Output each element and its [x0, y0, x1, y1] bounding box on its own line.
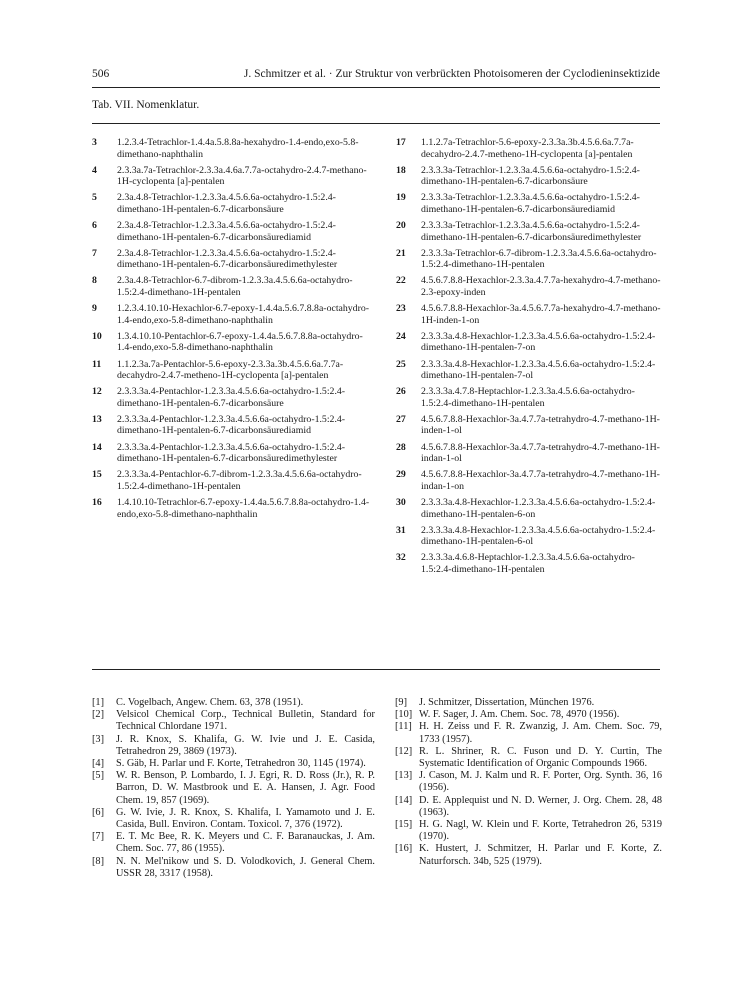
nomenclature-entry-number: 25: [396, 358, 406, 370]
reference-entry: [395, 709, 662, 721]
nomenclature-entry-text: 2.3.3.3a.4-Pentachlor-1.2.3.3a.4.5.6.6a-octahydro-1.5:2.4-dimethano-1H-pentalen-6.7-dicarbonsäure: [117, 386, 346, 409]
reference-entry: [92, 856, 375, 880]
reference-entry: [395, 795, 662, 819]
nomenclature-entry-text: 2.3.3a.7a-Tetrachlor-2.3.3a.4.6a.7.7a-octahydro-2.4.7-methano-1H-cyclopenta [a]-pentalen: [117, 164, 367, 188]
reference-entry: [92, 831, 375, 855]
reference-entry-text: W. R. Benson, P. Lombardo, I. J. Egri, R. D. Ross (Jr.), R. P. Barron, D. W. Mastbrook und E. A. Hansen, J. Agr. Food Chem. 19, 857 (1969).: [116, 770, 375, 806]
nomenclature-entry-text: 2.3.3.3a.4-Pentachlor-6.7-dibrom-1.2.3.3a.4.5.6.6a-octahydro-1.5:2.4-dimethano-1H-pentalen: [117, 469, 362, 492]
reference-entry-number: [13]: [395, 770, 413, 782]
reference-entry-text: J. Schmitzer, Dissertation, München 1976.: [419, 697, 595, 708]
nomenclature-entry: [92, 497, 372, 520]
nomenclature-entry-text: 4.5.6.7.8.8-Hexachlor-3a.4.7.7a-tetrahydro-4.7-methano-1H-indan-1-on: [421, 469, 660, 492]
nomenclature-entry: [92, 165, 372, 188]
reference-entry-number: [9]: [395, 697, 408, 708]
reference-entry-text: J. R. Knox, S. Khalifa, G. W. Ivie und J. E. Casida, Tetrahedron 29, 3869 (1973).: [116, 733, 375, 757]
nomenclature-entry: [396, 359, 664, 382]
nomenclature-entry-number: 29: [396, 469, 406, 481]
nomenclature-entry-text: 2.3.3.3a-Tetrachlor-6.7-dibrom-1.2.3.3a.4.5.6.6a-octahydro-1.5:2.4-dimethano-1H-pentalen: [421, 247, 657, 271]
nomenclature-entry-number: 19: [396, 192, 406, 204]
reference-entry-text: W. F. Sager, J. Am. Chem. Soc. 78, 4970 (1956).: [419, 709, 620, 721]
page-number: 506: [92, 68, 110, 80]
reference-entry-number: [6]: [92, 806, 105, 818]
reference-entry: [92, 697, 375, 709]
nomenclature-entry-text: 1.3.4.10.10-Pentachlor-6.7-epoxy-1.4.4a.5.6.7.8.8a-octahydro-1.4-endo,exo-5.8-dimethano-naphthalin: [117, 330, 363, 354]
nomenclature-entry-number: 6: [92, 220, 97, 232]
reference-entry-number: [5]: [92, 770, 105, 782]
reference-entry-number: [4]: [92, 758, 105, 770]
nomenclature-entry: [396, 165, 664, 188]
reference-entry-number: [15]: [395, 819, 413, 831]
reference-entry: [395, 697, 662, 709]
nomenclature-entry-text: 2.3a.4.8-Tetrachlor-1.2.3.3a.4.5.6.6a-octahydro-1.5:2.4-dimethano-1H-pentalen-6.7-dicarbonsäuredimethylester: [117, 247, 338, 271]
nomenclature-entry-number: 16: [92, 496, 102, 508]
nomenclature-entry: [396, 414, 664, 437]
nomenclature-column-right: [396, 137, 664, 580]
nomenclature-entry-number: 7: [92, 247, 97, 259]
nomenclature-entry-text: 4.5.6.7.8.8-Hexachlor-2.3.3a.4.7.7a-hexahydro-4.7-methano-2.3-epoxy-inden: [421, 275, 661, 299]
nomenclature-entry-number: 3: [92, 137, 97, 148]
nomenclature-entry-number: 9: [92, 303, 97, 315]
reference-entry-text: H. H. Zeiss und F. R. Zwanzig, J. Am. Chem. Soc. 79, 1733 (1957).: [419, 721, 662, 745]
nomenclature-entry-number: 26: [396, 386, 406, 398]
nomenclature-entry-number: 10: [92, 330, 102, 342]
nomenclature-entry-text: 1.2.3.4-Tetrachlor-1.4.4a.5.8.8a-hexahydro-1.4-endo,exo-5.8-dimethano-naphthalin: [117, 137, 359, 160]
reference-entry-number: [1]: [92, 697, 105, 708]
nomenclature-entry: [396, 469, 664, 492]
nomenclature-entry: [92, 414, 372, 437]
nomenclature-entry-number: 24: [396, 330, 406, 342]
nomenclature-entry-number: 20: [396, 220, 406, 232]
nomenclature-entry: [92, 275, 372, 298]
nomenclature-entry: [396, 275, 664, 298]
nomenclature-entry: [92, 220, 372, 243]
nomenclature-entry-text: 1.2.3.4.10.10-Hexachlor-6.7-epoxy-1.4.4a.5.6.7.8.8a-octahydro-1.4-endo,exo-5.8-dimethano-naphthalin: [117, 303, 370, 326]
nomenclature-entry: [92, 442, 372, 465]
nomenclature-entry: [92, 359, 372, 382]
nomenclature-entry-text: 2.3.3.3a-Tetrachlor-1.2.3.3a.4.5.6.6a-octahydro-1.5:2.4-dimethano-1H-pentalen-6.7-dicarbonsäurediamid: [421, 192, 640, 215]
reference-entry-number: [7]: [92, 831, 105, 843]
nomenclature-entry-number: 31: [396, 524, 406, 536]
reference-entry-text: R. L. Shriner, R. C. Fuson und D. Y. Curtin, The Systematic Identification of Organic Compounds 1966.: [419, 745, 662, 770]
reference-entry-number: [10]: [395, 709, 413, 721]
table-bottom-rule: [92, 669, 660, 670]
nomenclature-entry: [396, 220, 664, 243]
reference-entry-text: J. Cason, M. J. Kalm und R. F. Porter, Org. Synth. 36, 16 (1956).: [419, 770, 662, 794]
nomenclature-entry: [396, 192, 664, 215]
reference-entry-text: E. T. Mc Bee, R. K. Meyers und C. F. Baranauckas, J. Am. Chem. Soc. 77, 86 (1955).: [116, 831, 375, 855]
nomenclature-entry-text: 2.3.3.3a-Tetrachlor-1.2.3.3a.4.5.6.6a-octahydro-1.5:2.4-dimethano-1H-pentalen-6.7-dicarbonsäuredimethylester: [421, 220, 642, 243]
nomenclature-entry-text: 2.3.3.3a.4.8-Hexachlor-1.2.3.3a.4.5.6.6a-octahydro-1.5:2.4-dimethano-1H-pentalen-6-ol: [421, 524, 656, 548]
nomenclature-entry-number: 21: [396, 247, 406, 259]
nomenclature-entry-text: 2.3.3.3a.4.8-Hexachlor-1.2.3.3a.4.5.6.6a-octahydro-1.5:2.4-dimethano-1H-pentalen-7-ol: [421, 358, 656, 382]
nomenclature-entry-text: 2.3a.4.8-Tetrachlor-1.2.3.3a.4.5.6.6a-octahydro-1.5:2.4-dimethano-1H-pentalen-6.7-dicarbonsäure: [117, 192, 336, 215]
references-column-left: [92, 697, 375, 880]
nomenclature-entry-number: 23: [396, 303, 406, 315]
nomenclature-entry-text: 2.3.3.3a.4.8-Hexachlor-1.2.3.3a.4.5.6.6a-octahydro-1.5:2.4-dimethano-1H-pentalen-6-on: [421, 496, 656, 520]
reference-entry-number: [11]: [395, 721, 412, 733]
nomenclature-entry-number: 13: [92, 413, 102, 425]
nomenclature-entry-text: 2.3a.4.8-Tetrachlor-1.2.3.3a.4.5.6.6a-octahydro-1.5:2.4-dimethano-1H-pentalen-6.7-dicarbonsäurediamid: [117, 220, 336, 243]
nomenclature-entry-number: 27: [396, 413, 406, 425]
nomenclature-entry: [92, 331, 372, 354]
nomenclature-entry-number: 8: [92, 275, 97, 287]
reference-entry: [395, 843, 662, 867]
table-top-rule: [92, 123, 660, 124]
table-caption: Tab. VII. Nomenklatur.: [92, 99, 200, 111]
nomenclature-entry-number: 18: [396, 164, 406, 176]
reference-entry-text: Velsicol Chemical Corp., Technical Bulletin, Standard for Technical Chlordane 1971.: [116, 709, 375, 733]
running-title: J. Schmitzer et al. · Zur Struktur von verbrückten Photoisomeren der Cyclodieninsektizide: [243, 68, 660, 80]
reference-entry: [395, 746, 662, 770]
nomenclature-entry-text: 2.3.3.3a.4.8-Hexachlor-1.2.3.3a.4.5.6.6a-octahydro-1.5:2.4-dimethano-1H-pentalen-7-on: [421, 330, 656, 354]
reference-entry-text: D. E. Applequist und N. D. Werner, J. Org. Chem. 28, 48 (1963).: [419, 794, 662, 818]
reference-entry: [395, 770, 662, 794]
nomenclature-entry-number: 28: [396, 441, 406, 453]
nomenclature-entry-text: 2.3.3.3a.4-Pentachlor-1.2.3.3a.4.5.6.6a-octahydro-1.5:2.4-dimethano-1H-pentalen-6.7-dicarbonsäuredimethylester: [117, 441, 346, 465]
reference-entry-number: [2]: [92, 709, 105, 721]
nomenclature-entry-number: 11: [92, 358, 102, 370]
reference-entry-number: [14]: [395, 794, 413, 806]
references-column-right: [395, 697, 662, 868]
reference-entry: [92, 734, 375, 758]
nomenclature-entry-text: 2.3a.4.8-Tetrachlor-6.7-dibrom-1.2.3.3a.4.5.6.6a-octahydro-1.5:2.4-dimethano-1H-pentalen: [117, 275, 353, 299]
nomenclature-entry-number: 17: [396, 137, 406, 148]
nomenclature-entry: [396, 497, 664, 520]
nomenclature-entry-number: 32: [396, 552, 406, 564]
nomenclature-entry: [92, 303, 372, 326]
reference-entry-text: S. Gäb, H. Parlar und F. Korte, Tetrahedron 30, 1145 (1974).: [116, 758, 366, 770]
nomenclature-entry-text: 2.3.3.3a-Tetrachlor-1.2.3.3a.4.5.6.6a-octahydro-1.5:2.4-dimethano-1H-pentalen-6.7-dicarbonsäure: [421, 164, 640, 188]
nomenclature-entry: [396, 386, 664, 409]
nomenclature-entry: [92, 386, 372, 409]
nomenclature-entry-text: 2.3.3.3a.4.6.8-Heptachlor-1.2.3.3a.4.5.6.6a-octahydro-1.5:2.4-dimethano-1H-pentalen: [421, 552, 635, 575]
nomenclature-entry-text: 1.4.10.10-Tetrachlor-6.7-epoxy-1.4.4a.5.6.7.8.8a-octahydro-1.4-endo,exo-5.8-dimethano-naphthalin: [117, 496, 370, 520]
nomenclature-entry-text: 2.3.3.3a.4.7.8-Heptachlor-1.2.3.3a.4.5.6.6a-octahydro-1.5:2.4-dimethano-1H-pentalen: [421, 386, 635, 409]
reference-entry-text: H. G. Nagl, W. Klein und F. Korte, Tetrahedron 26, 5319 (1970).: [419, 819, 662, 843]
nomenclature-entry-number: 14: [92, 441, 102, 453]
nomenclature-entry: [92, 137, 372, 160]
nomenclature-entry-number: 22: [396, 275, 406, 287]
nomenclature-column-left: [92, 137, 372, 525]
nomenclature-entry: [396, 552, 664, 575]
nomenclature-entry: [396, 525, 664, 548]
header-rule: [92, 87, 660, 88]
nomenclature-entry: [396, 137, 664, 160]
nomenclature-entry-number: 5: [92, 192, 97, 204]
nomenclature-entry-number: 4: [92, 164, 97, 176]
reference-entry-text: N. N. Mel'nikow und S. D. Volodkovich, J. General Chem. USSR 28, 3317 (1958).: [116, 855, 375, 879]
nomenclature-entry: [396, 248, 664, 271]
reference-entry-number: [12]: [395, 745, 413, 757]
nomenclature-entry-text: 4.5.6.7.8.8-Hexachlor-3a.4.5.6.7.7a-hexahydro-4.7-methano-1H-inden-1-on: [421, 303, 661, 326]
reference-entry: [92, 807, 375, 831]
nomenclature-entry: [92, 248, 372, 271]
nomenclature-entry: [92, 469, 372, 492]
nomenclature-entry-text: 1.1.2.3a.7a-Pentachlor-5.6-epoxy-2.3.3a.3b.4.5.6.6a.7.7a-decahydro-2.4.7-metheno-1H-cyclopenta [a]-pentalen: [117, 358, 344, 382]
reference-entry: [395, 721, 662, 745]
reference-entry: [395, 819, 662, 843]
reference-entry: [92, 770, 375, 807]
nomenclature-entry-number: 15: [92, 469, 102, 481]
reference-entry-text: G. W. Ivie, J. R. Knox, S. Khalifa, I. Yamamoto und J. E. Casida, Bull. Environ. Contam. Toxicol. 7, 376 (1972).: [116, 806, 375, 831]
nomenclature-entry-text: 4.5.6.7.8.8-Hexachlor-3a.4.7.7a-tetrahydro-4.7-methano-1H-inden-1-ol: [421, 413, 660, 437]
reference-entry-text: K. Hustert, J. Schmitzer, H. Parlar und F. Korte, Z. Naturforsch. 34b, 525 (1979).: [419, 843, 662, 867]
nomenclature-entry: [396, 331, 664, 354]
nomenclature-entry-text: 2.3.3.3a.4-Pentachlor-1.2.3.3a.4.5.6.6a-octahydro-1.5:2.4-dimethano-1H-pentalen-6.7-dicarbonsäurediamid: [117, 413, 346, 437]
page-header: [92, 68, 660, 84]
reference-entry-number: [8]: [92, 855, 105, 867]
reference-entry-text: C. Vogelbach, Angew. Chem. 63, 378 (1951).: [116, 697, 304, 708]
nomenclature-entry: [396, 442, 664, 465]
nomenclature-entry: [396, 303, 664, 326]
reference-entry-number: [3]: [92, 733, 105, 745]
nomenclature-entry-number: 12: [92, 386, 102, 398]
nomenclature-entry-number: 30: [396, 496, 406, 508]
reference-entry-number: [16]: [395, 843, 413, 855]
nomenclature-entry: [92, 192, 372, 215]
reference-entry: [92, 709, 375, 733]
nomenclature-entry-text: 4.5.6.7.8.8-Hexachlor-3a.4.7.7a-tetrahydro-4.7-methano-1H-indan-1-ol: [421, 441, 660, 465]
nomenclature-entry-text: 1.1.2.7a-Tetrachlor-5.6-epoxy-2.3.3a.3b.4.5.6.6a.7.7a-decahydro-2.4.7-metheno-1H-cyclopenta [a]-pentalen: [421, 137, 634, 160]
reference-entry: [92, 758, 375, 770]
